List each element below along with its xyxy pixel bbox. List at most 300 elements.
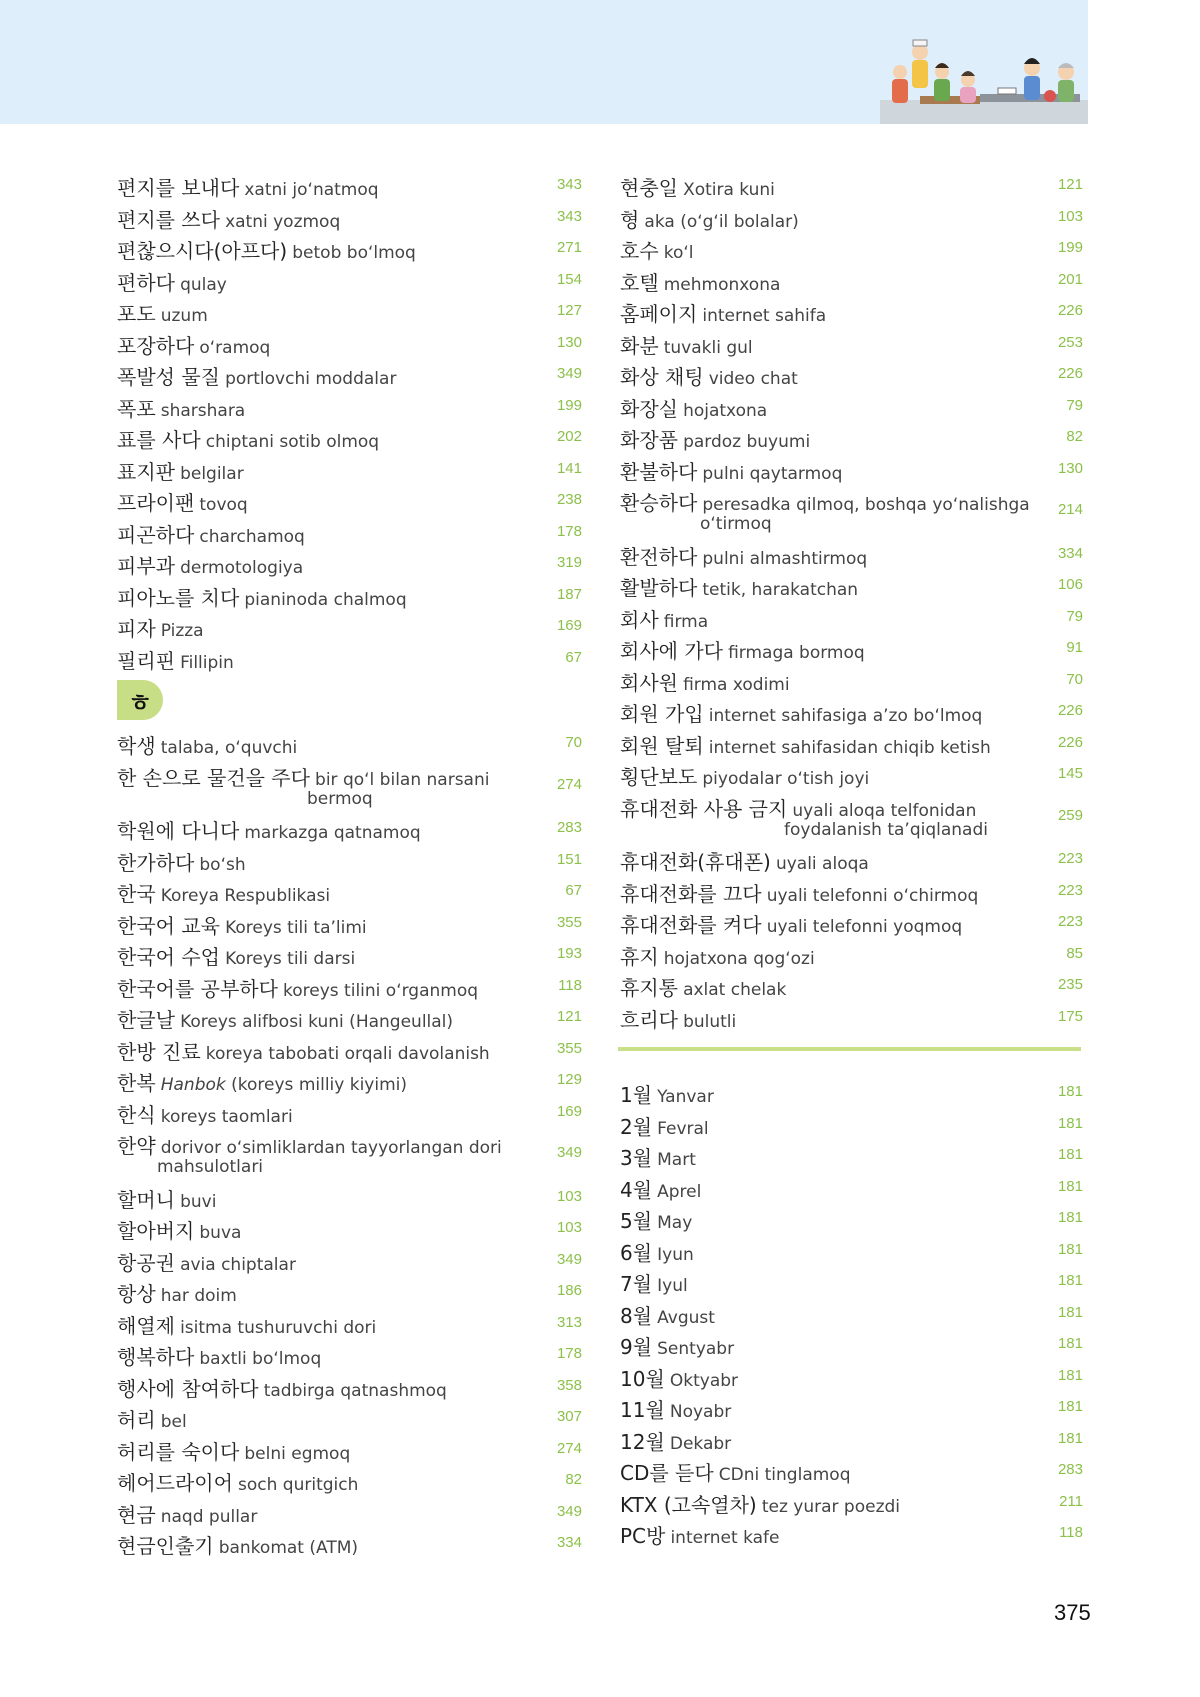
index-entry bbox=[620, 604, 1083, 633]
uzbek-translation: charchamoq bbox=[199, 526, 305, 547]
index-entry bbox=[117, 847, 582, 876]
page-reference: 235 bbox=[1057, 976, 1083, 993]
page-reference: 349 bbox=[556, 1144, 582, 1161]
korean-term: PC방 bbox=[620, 1524, 666, 1548]
korean-term: 휴대전화 사용 금지 bbox=[620, 796, 788, 821]
section-letter-badge: ㅎ bbox=[117, 680, 163, 720]
uzbek-translation: uyali telefonni yoqmoq bbox=[766, 917, 963, 937]
korean-term: 휴대전화(휴대폰) bbox=[620, 850, 771, 874]
index-entry bbox=[117, 172, 582, 201]
page-reference: 181 bbox=[1057, 1083, 1083, 1100]
index-entry bbox=[117, 582, 582, 611]
page-reference: 307 bbox=[556, 1408, 582, 1425]
korean-term: 회사원 bbox=[620, 670, 678, 695]
korean-term: 현금인출기 bbox=[117, 1534, 214, 1558]
page-reference: 141 bbox=[556, 459, 582, 477]
uzbek-translation: qulay bbox=[180, 274, 227, 295]
uzbek-translation: dorivor o‘simliklardan tayyorlangan dori bbox=[160, 1138, 502, 1158]
uzbek-translation: naqd pullar bbox=[160, 1506, 258, 1527]
index-entry bbox=[620, 1268, 1083, 1297]
index-entry bbox=[117, 1436, 582, 1465]
uzbek-translation: pulni almashtirmoq bbox=[702, 548, 868, 569]
korean-term: 활발하다 bbox=[620, 576, 698, 600]
index-entry bbox=[620, 487, 1083, 534]
index-entry bbox=[117, 424, 582, 453]
page-reference: 181 bbox=[1057, 1366, 1083, 1384]
index-entry bbox=[117, 1404, 582, 1433]
korean-term: 허리를 숙이다 bbox=[117, 1439, 240, 1464]
uzbek-translation: Mart bbox=[657, 1150, 696, 1170]
korean-term: 흐리다 bbox=[620, 1007, 678, 1032]
uzbek-translation: dermotologiya bbox=[180, 558, 304, 578]
korean-term: 피자 bbox=[117, 617, 156, 641]
page-reference: 79 bbox=[1066, 396, 1083, 414]
page-reference: 181 bbox=[1057, 1335, 1083, 1352]
korean-term: 회원 탈퇴 bbox=[620, 733, 704, 758]
uzbek-translation: tetik, harakatchan bbox=[702, 580, 859, 600]
page-reference: 151 bbox=[556, 850, 582, 868]
uzbek-translation: bankomat (ATM) bbox=[218, 1538, 358, 1558]
korean-term: 표를 사다 bbox=[117, 428, 201, 452]
index-entry bbox=[620, 172, 1083, 201]
page-reference: 334 bbox=[1057, 544, 1083, 562]
index-entry bbox=[117, 1499, 582, 1528]
korean-term: 편찮으시다(아프다) bbox=[117, 239, 288, 263]
page-reference: 103 bbox=[556, 1187, 582, 1205]
korean-term: 한식 bbox=[117, 1102, 156, 1127]
uzbek-translation: betob bo‘lmoq bbox=[292, 243, 416, 263]
uzbek-translation: Sentyabr bbox=[657, 1339, 735, 1359]
index-entry bbox=[620, 424, 1083, 453]
page-reference: 343 bbox=[556, 176, 582, 193]
uzbek-translation: isitma tushuruvchi dori bbox=[180, 1317, 377, 1338]
korean-term: 휴지통 bbox=[620, 976, 678, 1000]
uzbek-translation: (koreys milliy kiyimi) bbox=[225, 1075, 408, 1095]
korean-term: 한국어 교육 bbox=[117, 913, 220, 938]
index-entry bbox=[620, 204, 1083, 233]
uzbek-translation: peresadka qilmoq, boshqa yo‘nalishga bbox=[702, 495, 1030, 515]
korean-term: 휴지 bbox=[620, 944, 659, 969]
korean-term: 해열제 bbox=[117, 1313, 175, 1338]
page-reference: 199 bbox=[556, 396, 582, 414]
page-reference: 283 bbox=[556, 819, 582, 836]
page-reference: 118 bbox=[558, 976, 582, 994]
uzbek-translation: bel bbox=[160, 1412, 187, 1432]
korean-term: CD를 듣다 bbox=[620, 1461, 714, 1485]
korean-term: 화분 bbox=[620, 333, 659, 358]
uzbek-translation: Koreys tili darsi bbox=[225, 949, 356, 969]
korean-term: 폭발성 물질 bbox=[117, 365, 220, 389]
page-reference: 201 bbox=[1057, 270, 1083, 288]
uzbek-translation: pardoz buyumi bbox=[683, 432, 811, 452]
uzbek-translation: bulutli bbox=[683, 1011, 737, 1032]
uzbek-translation: Iyul bbox=[657, 1276, 688, 1296]
index-entry bbox=[117, 550, 582, 579]
index-entry bbox=[117, 645, 582, 674]
index-entry bbox=[117, 1373, 582, 1402]
uzbek-translation: har doim bbox=[160, 1286, 237, 1306]
uzbek-translation: Aprel bbox=[657, 1181, 702, 1202]
korean-term: 홈페이지 bbox=[620, 302, 698, 326]
index-entry bbox=[620, 941, 1083, 970]
page-reference: 106 bbox=[1057, 576, 1083, 593]
index-entry bbox=[620, 361, 1083, 390]
page-reference: 199 bbox=[1057, 239, 1083, 256]
uzbek-translation: koreys tilini o‘rganmoq bbox=[283, 980, 479, 1001]
korean-term: 필리핀 bbox=[117, 648, 175, 673]
page-reference: 271 bbox=[556, 239, 582, 256]
korean-term: 환불하다 bbox=[620, 459, 698, 484]
index-entry bbox=[620, 1363, 1083, 1392]
page-reference: 127 bbox=[556, 302, 582, 319]
uzbek-translation: bir qo‘l bilan narsani bbox=[315, 769, 490, 790]
page-reference: 358 bbox=[556, 1376, 582, 1394]
page-reference: 169 bbox=[556, 617, 582, 634]
korean-term: 피곤하다 bbox=[117, 522, 195, 547]
page-reference: 259 bbox=[1057, 806, 1083, 824]
index-entry bbox=[117, 1036, 582, 1065]
index-entry bbox=[117, 1278, 582, 1307]
korean-term: 항공권 bbox=[117, 1250, 175, 1275]
uzbek-translation: tez yurar poezdi bbox=[761, 1496, 901, 1517]
index-entry bbox=[620, 698, 1083, 727]
index-entry bbox=[117, 1215, 582, 1244]
page-reference: 103 bbox=[1057, 207, 1083, 225]
page-reference: 67 bbox=[565, 648, 582, 666]
korean-term: 1월 bbox=[620, 1083, 653, 1107]
korean-term: 환승하다 bbox=[620, 491, 698, 515]
uzbek-translation: Yanvar bbox=[657, 1087, 714, 1107]
uzbek-translation: o‘ramoq bbox=[199, 337, 271, 358]
page-reference: 121 bbox=[1057, 176, 1083, 193]
page-reference: 130 bbox=[556, 333, 582, 351]
index-entry bbox=[117, 456, 582, 485]
uzbek-translation: koreya tabobati orqali davolanish bbox=[205, 1043, 490, 1064]
section-divider bbox=[618, 1047, 1081, 1051]
uzbek-translation: xatni yozmoq bbox=[225, 211, 341, 232]
page-reference: 82 bbox=[1066, 428, 1083, 445]
translation-continuation: o‘tirmoq bbox=[700, 514, 772, 534]
korean-term: 화장품 bbox=[620, 428, 678, 452]
index-entry bbox=[620, 1394, 1083, 1423]
index-entry bbox=[620, 541, 1083, 570]
uzbek-translation: tadbirga qatnashmoq bbox=[263, 1380, 447, 1401]
index-entry bbox=[620, 909, 1083, 938]
index-entry bbox=[620, 1111, 1083, 1140]
index-entry bbox=[620, 972, 1083, 1001]
page-reference: 103 bbox=[556, 1219, 582, 1236]
index-entry bbox=[117, 815, 582, 844]
page-reference: 238 bbox=[556, 491, 582, 508]
korean-term: 포장하다 bbox=[117, 333, 195, 358]
page-reference: 226 bbox=[1057, 733, 1083, 751]
uzbek-translation: May bbox=[657, 1213, 693, 1233]
index-entry bbox=[620, 730, 1083, 759]
uzbek-translation: Pizza bbox=[160, 621, 204, 641]
index-entry bbox=[117, 1184, 582, 1213]
index-entry bbox=[620, 635, 1083, 664]
page-reference: 349 bbox=[556, 1250, 582, 1268]
uzbek-translation: soch quritgich bbox=[238, 1475, 359, 1495]
korean-term: 한가하다 bbox=[117, 850, 195, 875]
korean-term: 횡단보도 bbox=[620, 765, 698, 789]
page-reference: 274 bbox=[556, 1439, 582, 1457]
korean-term: KTX (고속열차) bbox=[620, 1492, 757, 1517]
uzbek-translation-italic: Hanbok bbox=[160, 1075, 226, 1095]
translation-continuation: foydalanish ta’qiqlanadi bbox=[784, 819, 988, 840]
page-reference: 211 bbox=[1059, 1492, 1083, 1510]
korean-term: 현금 bbox=[117, 1502, 156, 1527]
index-entry bbox=[620, 1457, 1083, 1486]
page-reference: 253 bbox=[1057, 333, 1083, 351]
page-reference: 193 bbox=[556, 945, 582, 962]
index-entry bbox=[117, 730, 582, 759]
korean-term: 호수 bbox=[620, 239, 659, 263]
korean-term: 한방 진료 bbox=[117, 1039, 201, 1064]
page-reference: 274 bbox=[556, 775, 582, 793]
index-entry bbox=[117, 1467, 582, 1496]
korean-term: 11월 bbox=[620, 1398, 665, 1422]
uzbek-translation: internet kafe bbox=[670, 1528, 780, 1548]
korean-term: 회원 가입 bbox=[620, 702, 704, 726]
page-reference: 169 bbox=[556, 1102, 582, 1120]
index-entry bbox=[117, 267, 582, 296]
page-reference: 178 bbox=[556, 522, 582, 540]
index-entry bbox=[620, 1174, 1083, 1203]
index-entry bbox=[620, 1520, 1083, 1549]
korean-term: 한복 bbox=[117, 1071, 156, 1095]
page-reference: 118 bbox=[1059, 1524, 1083, 1541]
index-entry bbox=[117, 910, 582, 939]
uzbek-translation: mehmonxona bbox=[663, 274, 781, 295]
uzbek-translation: hojatxona qog‘ozi bbox=[663, 948, 815, 969]
uzbek-translation: CDni tinglamoq bbox=[718, 1465, 851, 1485]
index-entry bbox=[620, 1004, 1083, 1033]
uzbek-translation: belgilar bbox=[180, 463, 244, 484]
page-reference: 187 bbox=[556, 585, 582, 603]
page-reference: 313 bbox=[556, 1313, 582, 1331]
index-entry bbox=[620, 846, 1083, 875]
index-entry bbox=[620, 235, 1083, 264]
index-entry bbox=[620, 267, 1083, 296]
index-entry bbox=[117, 1247, 582, 1276]
uzbek-translation: koreys taomlari bbox=[160, 1106, 293, 1127]
page-reference: 223 bbox=[1057, 881, 1083, 899]
uzbek-translation: uyali aloqa telfonidan bbox=[792, 800, 977, 821]
page-reference: 70 bbox=[1066, 670, 1083, 688]
uzbek-translation: belni egmoq bbox=[244, 1443, 351, 1464]
korean-term: 편지를 보내다 bbox=[117, 176, 240, 200]
page-reference: 223 bbox=[1057, 850, 1083, 867]
page-reference: 349 bbox=[556, 1502, 582, 1520]
korean-term: 할아버지 bbox=[117, 1219, 195, 1243]
uzbek-translation: chiptani sotib olmoq bbox=[205, 432, 380, 452]
uzbek-translation: Dekabr bbox=[669, 1433, 732, 1454]
translation-continuation: mahsulotlari bbox=[157, 1157, 264, 1177]
page-reference: 175 bbox=[1057, 1007, 1083, 1025]
uzbek-translation: Iyun bbox=[657, 1244, 694, 1265]
korean-term: 9월 bbox=[620, 1335, 653, 1359]
index-entry bbox=[620, 1426, 1083, 1455]
uzbek-translation: pianinoda chalmoq bbox=[244, 589, 407, 610]
uzbek-translation: ko‘l bbox=[663, 243, 694, 263]
page-number: 375 bbox=[1054, 1600, 1091, 1625]
index-entry bbox=[620, 1205, 1083, 1234]
korean-term: 호텔 bbox=[620, 270, 659, 295]
uzbek-translation: Koreya Respublikasi bbox=[160, 886, 331, 906]
index-entry bbox=[117, 487, 582, 516]
korean-term: 편하다 bbox=[117, 270, 175, 295]
korean-term: 한국 bbox=[117, 882, 156, 906]
korean-term: 폭포 bbox=[117, 396, 156, 421]
index-entry bbox=[620, 1237, 1083, 1266]
korean-term: 화장실 bbox=[620, 396, 678, 421]
korean-term: 8월 bbox=[620, 1303, 653, 1328]
index-entry bbox=[620, 1300, 1083, 1329]
uzbek-translation: Koreys alifbosi kuni (Hangeullal) bbox=[180, 1012, 454, 1032]
index-entry bbox=[620, 1142, 1083, 1171]
index-entry bbox=[620, 761, 1083, 790]
uzbek-translation: Fillipin bbox=[180, 652, 234, 673]
korean-term: 한약 bbox=[117, 1134, 156, 1158]
uzbek-translation: firma xodimi bbox=[683, 674, 790, 695]
page-reference: 91 bbox=[1066, 639, 1083, 656]
korean-term: 항상 bbox=[117, 1282, 156, 1306]
uzbek-translation: talaba, o‘quvchi bbox=[160, 738, 298, 758]
uzbek-translation: avia chiptalar bbox=[180, 1254, 296, 1275]
index-entry bbox=[117, 204, 582, 233]
index-entry bbox=[117, 1310, 582, 1339]
index-entry bbox=[117, 1067, 582, 1096]
index-entry bbox=[117, 393, 582, 422]
uzbek-translation: internet sahifasiga a’zo bo‘lmoq bbox=[708, 706, 983, 726]
korean-term: 행사에 참여하다 bbox=[117, 1376, 259, 1401]
korean-term: 학원에 다니다 bbox=[117, 819, 240, 843]
page-reference: 202 bbox=[556, 428, 582, 445]
index-entry bbox=[117, 330, 582, 359]
uzbek-translation: Oktyabr bbox=[669, 1370, 739, 1391]
uzbek-translation: baxtli bo‘lmoq bbox=[199, 1349, 322, 1369]
index-entry bbox=[620, 1331, 1083, 1360]
uzbek-translation: Xotira kuni bbox=[683, 180, 775, 200]
korean-term: 10월 bbox=[620, 1366, 665, 1391]
uzbek-translation: portlovchi moddalar bbox=[225, 369, 397, 389]
korean-term: 학생 bbox=[117, 734, 156, 758]
index-entry bbox=[117, 762, 582, 809]
people-illustration bbox=[880, 38, 1088, 124]
uzbek-translation: Avgust bbox=[657, 1307, 715, 1328]
page-reference: 181 bbox=[1057, 1429, 1083, 1447]
korean-term: 화상 채팅 bbox=[620, 365, 704, 389]
korean-term: 피부과 bbox=[117, 554, 175, 578]
uzbek-translation: Fevral bbox=[657, 1118, 709, 1139]
page-reference: 226 bbox=[1057, 365, 1083, 382]
page-reference: 129 bbox=[556, 1071, 582, 1088]
korean-term: 휴대전화를 켜다 bbox=[620, 913, 762, 937]
page-reference: 226 bbox=[1057, 302, 1083, 319]
index-entry bbox=[117, 519, 582, 548]
index-entry bbox=[620, 456, 1083, 485]
index-entry bbox=[117, 1341, 582, 1370]
page-reference: 178 bbox=[556, 1345, 582, 1362]
page-reference: 181 bbox=[1057, 1114, 1083, 1132]
korean-term: 포도 bbox=[117, 302, 156, 326]
translation-continuation: bermoq bbox=[307, 788, 373, 809]
index-entry bbox=[620, 667, 1083, 696]
page-reference: 121 bbox=[556, 1008, 582, 1025]
uzbek-translation: sharshara bbox=[160, 400, 246, 421]
uzbek-translation: tuvakli gul bbox=[663, 337, 753, 358]
page-reference: 181 bbox=[1057, 1146, 1083, 1163]
page-reference: 70 bbox=[565, 734, 582, 751]
index-entry bbox=[117, 613, 582, 642]
korean-term: 표지판 bbox=[117, 459, 175, 484]
page-reference: 181 bbox=[1057, 1240, 1083, 1258]
korean-term: 프라이팬 bbox=[117, 491, 195, 515]
korean-term: 형 bbox=[620, 207, 640, 232]
page-reference: 181 bbox=[1057, 1177, 1083, 1195]
page-reference: 355 bbox=[556, 1039, 582, 1057]
korean-term: 행복하다 bbox=[117, 1345, 195, 1369]
korean-term: 2월 bbox=[620, 1114, 653, 1139]
uzbek-translation: tovoq bbox=[199, 495, 248, 515]
uzbek-translation: video chat bbox=[708, 369, 798, 389]
uzbek-translation: markazga qatnamoq bbox=[244, 823, 421, 843]
page-reference: 355 bbox=[556, 913, 582, 931]
index-entry bbox=[620, 572, 1083, 601]
index-entry bbox=[620, 793, 1083, 840]
uzbek-translation: firma bbox=[663, 611, 709, 632]
index-entry bbox=[117, 1130, 582, 1177]
page-reference: 79 bbox=[1066, 607, 1083, 625]
korean-term: 회사 bbox=[620, 607, 659, 632]
korean-term: 허리 bbox=[117, 1408, 156, 1432]
uzbek-translation: uzum bbox=[160, 306, 208, 326]
page-reference: 154 bbox=[556, 270, 582, 288]
page-reference: 343 bbox=[556, 207, 582, 225]
page-reference: 283 bbox=[1057, 1461, 1083, 1478]
index-entry bbox=[620, 298, 1083, 327]
page-reference: 319 bbox=[556, 554, 582, 571]
korean-term: 피아노를 치다 bbox=[117, 585, 240, 610]
page-reference: 82 bbox=[565, 1471, 582, 1488]
page-reference: 334 bbox=[556, 1534, 582, 1551]
korean-term: 한국어를 공부하다 bbox=[117, 976, 278, 1001]
korean-term: 현충일 bbox=[620, 176, 678, 200]
page-reference: 85 bbox=[1066, 944, 1083, 962]
page-reference: 181 bbox=[1057, 1272, 1083, 1289]
uzbek-translation: buva bbox=[199, 1223, 242, 1243]
uzbek-translation: piyodalar o‘tish joyi bbox=[702, 769, 870, 789]
korean-term: 6월 bbox=[620, 1240, 653, 1265]
index-entry bbox=[620, 1079, 1083, 1108]
index-entry bbox=[620, 393, 1083, 422]
page-reference: 181 bbox=[1057, 1209, 1083, 1226]
index-entry bbox=[620, 330, 1083, 359]
korean-term: 3월 bbox=[620, 1146, 653, 1170]
page-reference: 67 bbox=[565, 882, 582, 899]
uzbek-translation: axlat chelak bbox=[683, 980, 787, 1000]
index-entry bbox=[620, 878, 1083, 907]
korean-term: 12월 bbox=[620, 1429, 665, 1454]
uzbek-translation: buvi bbox=[180, 1191, 217, 1212]
uzbek-translation: Koreys tili ta’limi bbox=[225, 917, 367, 938]
page-reference: 186 bbox=[556, 1282, 582, 1299]
korean-term: 헤어드라이어 bbox=[117, 1471, 233, 1495]
uzbek-translation: internet sahifa bbox=[702, 306, 827, 326]
index-entry bbox=[117, 361, 582, 390]
korean-term: 한국어 수업 bbox=[117, 945, 220, 969]
